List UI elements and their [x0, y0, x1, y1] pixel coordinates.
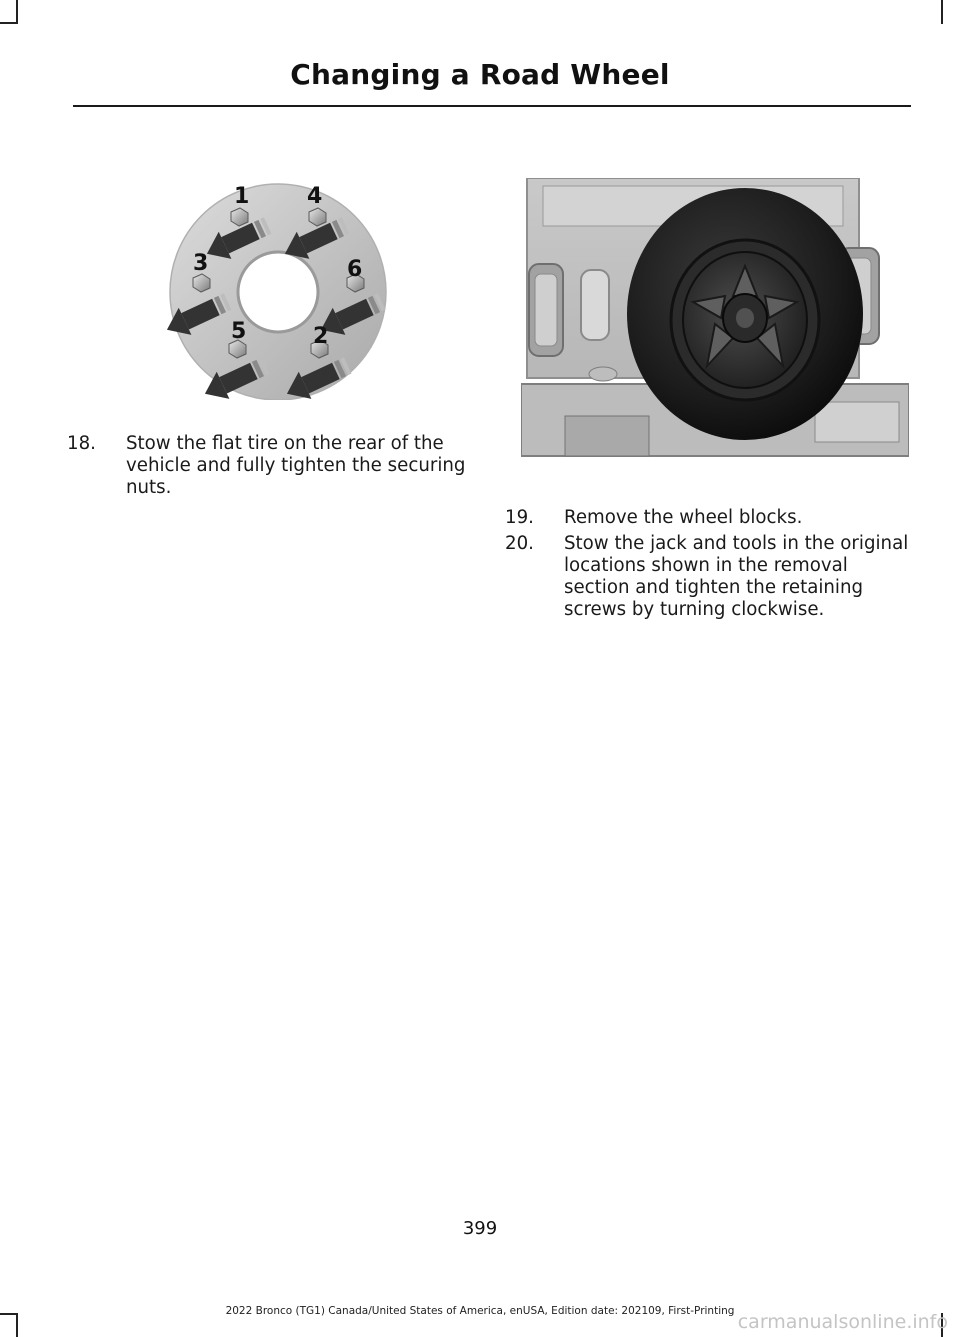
page-title: Changing a Road Wheel	[290, 58, 670, 91]
lug-nut-sequence-diagram	[163, 180, 395, 400]
spare-tire-illustration	[521, 178, 909, 462]
step-number: 19.	[505, 507, 534, 528]
crop-mark-top-left-v	[16, 0, 18, 24]
sequence-label-2: 2	[313, 324, 329, 349]
crop-mark-top-right-v	[941, 0, 943, 24]
sequence-label-5: 5	[231, 319, 247, 344]
step-text-line: Stow the jack and tools in the original	[564, 533, 909, 554]
watermark: carmanualsonline.info	[737, 1311, 948, 1333]
step-text-line: screws by turning clockwise.	[564, 599, 825, 620]
step-text-line: vehicle and fully tighten the securing	[126, 455, 466, 476]
step-text-line: locations shown in the removal	[564, 555, 848, 576]
step-text-line: section and tighten the retaining	[564, 577, 864, 598]
sequence-label-3: 3	[193, 251, 209, 276]
step-text-line: Stow the flat tire on the rear of the	[126, 433, 444, 454]
sequence-label-6: 6	[347, 257, 363, 282]
crop-mark-top-left-h	[0, 22, 16, 24]
page-number: 399	[462, 1218, 498, 1239]
step-20	[505, 533, 925, 625]
step-number: 20.	[505, 533, 534, 554]
step-19	[505, 507, 925, 531]
step-text-line: nuts.	[126, 477, 172, 498]
header-rule	[73, 105, 911, 107]
footer-edition-info: 2022 Bronco (TG1) Canada/United States of America, enUSA, Edition date: 202109, First-Printing	[225, 1305, 735, 1317]
sequence-label-1: 1	[234, 184, 250, 209]
step-18	[67, 433, 487, 503]
step-text-line: Remove the wheel blocks.	[564, 507, 803, 528]
sequence-label-4: 4	[307, 184, 323, 209]
step-number: 18.	[67, 433, 96, 454]
